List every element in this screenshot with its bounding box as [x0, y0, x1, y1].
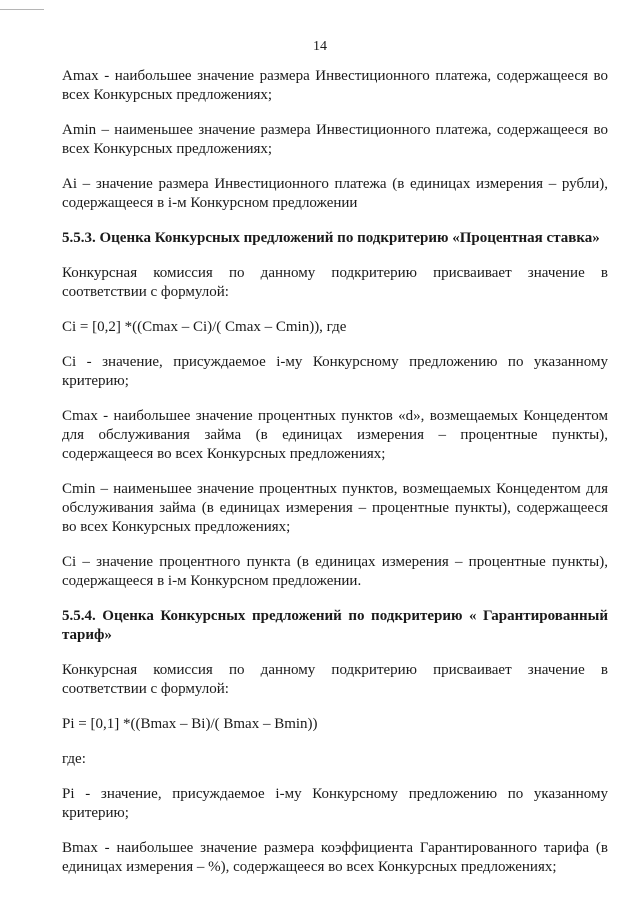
definition-amin: Amin – наименьшее значение размера Инвестиционного платежа, содержащееся во всех Конкурсных предложениях;: [62, 122, 608, 157]
definition-ai: Ai – значение размера Инвестиционного платежа (в единицах измерения – рубли), содержащееся в i-м Конкурсном предложении: [62, 176, 608, 211]
scan-corner-mark: [0, 9, 44, 10]
definition-pi: Pi - значение, присуждаемое i-му Конкурсному предложению по указанному критерию;: [62, 786, 608, 821]
commission-statement-2: Конкурсная комиссия по данному подкритерию присваивает значение в соответствии с формулой:: [62, 662, 608, 697]
formula-pi: Pi = [0,1] *((Bmax – Bi)/( Bmax – Bmin)): [62, 716, 318, 732]
section-heading-5-5-3: 5.5.3. Оценка Конкурсных предложений по подкритерию «Процентная ставка»: [62, 230, 600, 246]
formula-ci: Ci = [0,2] *((Cmax – Ci)/( Cmax – Cmin)), где: [62, 319, 347, 335]
definition-cmax: Cmax - наибольшее значение процентных пунктов «d», возмещаемых Концедентом для обслуживания займа (в единицах измерения – процентные пункты), содержащееся во всех Конкурсных предложениях;: [62, 408, 608, 462]
formula-where: где:: [62, 751, 86, 767]
definition-bmax: Bmax - наибольшее значение размера коэффициента Гарантированного тарифа (в единицах измерения – %), содержащееся во всех Конкурсных предложениях;: [62, 840, 608, 875]
section-heading-5-5-4: 5.5.4. Оценка Конкурсных предложений по подкритерию « Гарантированный тариф»: [62, 608, 608, 643]
page-number: 14: [313, 39, 327, 54]
definition-cmin: Cmin – наименьшее значение процентных пунктов, возмещаемых Концедентом для обслуживания займа (в единицах измерения – процентные пункты), содержащееся во всех Конкурсных предложениях;: [62, 481, 608, 535]
document-body: [62, 67, 608, 893]
definition-ci-value: Ci - значение, присуждаемое i-му Конкурсному предложению по указанному критерию;: [62, 354, 608, 389]
definition-amax: Amax - наибольшее значение размера Инвестиционного платежа, содержащееся во всех Конкурсных предложениях;: [62, 68, 608, 103]
definition-ci-point: Ci – значение процентного пункта (в единицах измерения – процентные пункты), содержащееся в i-м Конкурсном предложении.: [62, 554, 608, 589]
commission-statement: Конкурсная комиссия по данному подкритерию присваивает значение в соответствии с формулой:: [62, 265, 608, 300]
